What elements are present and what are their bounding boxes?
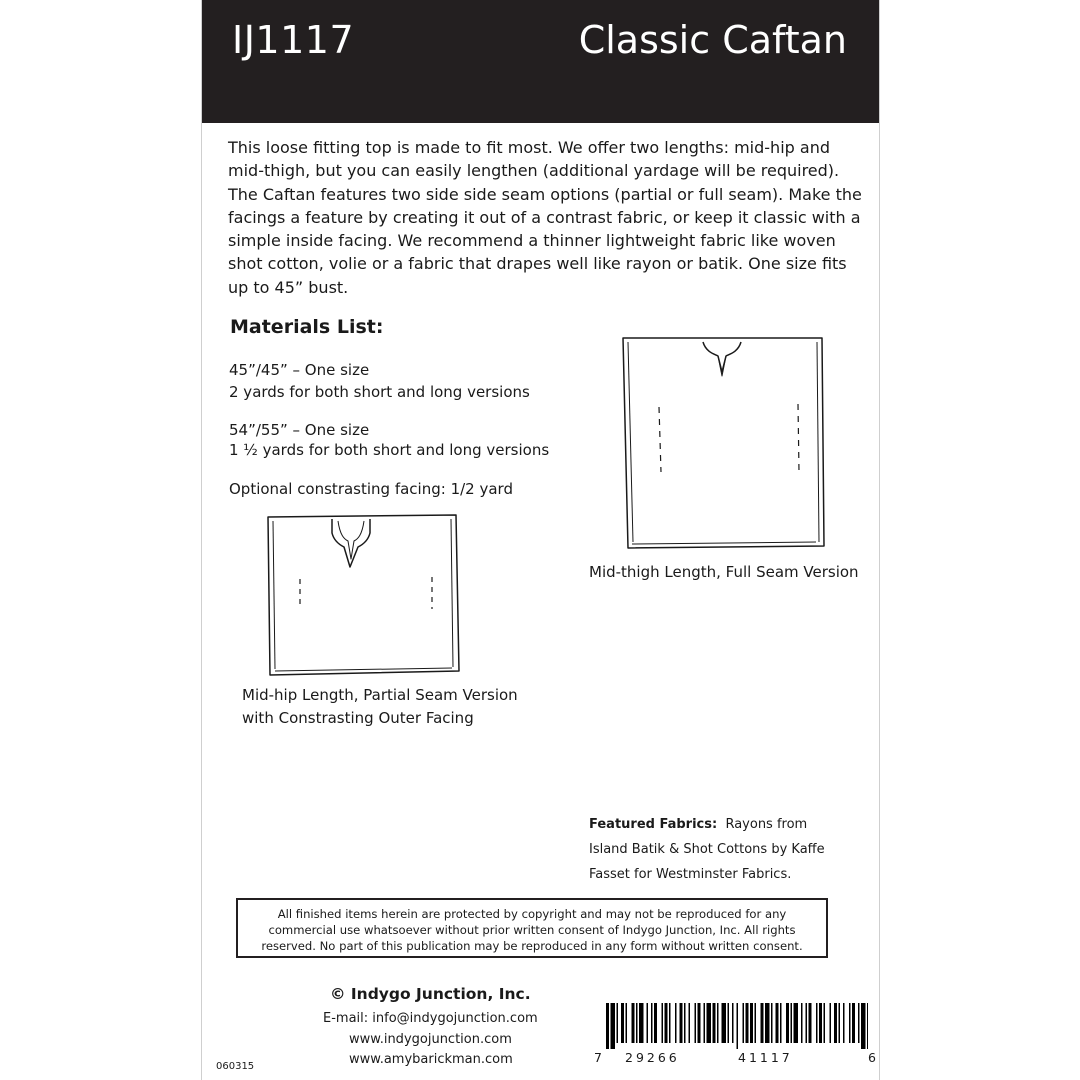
barcode-bar <box>651 1003 653 1043</box>
barcode-bar <box>647 1003 649 1043</box>
caftan-full-seam-illustration <box>618 332 828 552</box>
full-seam-caption: Mid-thigh Length, Full Seam Version <box>589 563 859 581</box>
barcode-bar <box>786 1003 789 1043</box>
pattern-back-cover <box>201 0 880 1080</box>
copyright-notice: All finished items herein are protected by copyright and may not be reproduced for any commercial use whatsoever without prior written consent of Indygo Junction, Inc. All rights reserved. No part of this publication may be reproduced in any form without written consent. <box>236 898 828 958</box>
barcode-bar <box>750 1003 753 1043</box>
header-bar <box>202 0 879 123</box>
barcode-bar <box>695 1003 697 1043</box>
barcode-bar <box>765 1003 770 1043</box>
barcode-bar <box>606 1003 609 1049</box>
barcode-bar <box>611 1003 616 1049</box>
barcode-bar <box>843 1003 845 1043</box>
featured-fabrics-line3: Fasset for Westminster Fabrics. <box>589 867 792 882</box>
barcode-bar <box>867 1003 868 1049</box>
barcode-bar <box>722 1003 727 1043</box>
barcode-bar <box>839 1003 841 1043</box>
materials-line: Optional constrasting facing: 1/2 yard <box>229 480 513 498</box>
barcode-bar <box>654 1003 657 1043</box>
barcode-bar <box>665 1003 668 1043</box>
materials-line: 54”/55” – One size <box>229 421 370 439</box>
barcode-bar <box>791 1003 793 1043</box>
materials-heading: Materials List: <box>230 316 384 338</box>
featured-fabrics <box>589 812 849 887</box>
barcode-bar <box>771 1003 773 1043</box>
barcode-bar <box>632 1003 635 1043</box>
barcode-bar <box>636 1003 638 1043</box>
barcode-bar <box>704 1003 706 1043</box>
pattern-title: Classic Caftan <box>578 18 847 62</box>
barcode-bar <box>824 1003 826 1043</box>
barcode <box>606 1003 868 1049</box>
barcode-digit-left: 7 <box>594 1050 602 1065</box>
barcode-bar <box>639 1003 644 1043</box>
barcode-bar <box>698 1003 701 1043</box>
barcode-bar <box>806 1003 808 1043</box>
featured-fabrics-label: Featured Fabrics: <box>589 817 718 832</box>
barcode-digits-group2: 41117 <box>738 1050 793 1065</box>
barcode-bar <box>834 1003 837 1043</box>
barcode-bar <box>617 1003 619 1043</box>
barcode-bar <box>680 1003 683 1043</box>
barcode-bar <box>861 1003 866 1049</box>
barcode-bar <box>819 1003 822 1043</box>
publisher-website-2: www.amybarickman.com <box>349 1052 513 1067</box>
barcode-bar <box>737 1003 739 1049</box>
materials-line: 2 yards for both short and long versions <box>229 383 530 401</box>
barcode-bar <box>852 1003 855 1043</box>
barcode-digit-right: 6 <box>868 1050 876 1065</box>
barcode-bar <box>621 1003 624 1043</box>
materials-line: 45”/45” – One size <box>229 361 370 379</box>
publisher-website: www.indygojunction.com <box>349 1032 512 1047</box>
partial-seam-caption-line2: with Constrasting Outer Facing <box>242 709 474 727</box>
barcode-bar <box>761 1003 764 1043</box>
print-code: 060315 <box>216 1061 255 1072</box>
barcode-bar <box>830 1003 832 1043</box>
materials-line: 1 ½ yards for both short and long versions <box>229 441 550 459</box>
featured-fabrics-line1: Rayons from <box>725 817 808 832</box>
barcode-bar <box>849 1003 851 1043</box>
barcode-bar <box>776 1003 779 1043</box>
barcode-bar <box>732 1003 734 1043</box>
barcode-bar <box>746 1003 749 1043</box>
barcode-bar <box>755 1003 757 1043</box>
partial-seam-caption: Mid-hip Length, Partial Seam Version <box>242 686 518 704</box>
barcode-bar <box>707 1003 712 1043</box>
pattern-description: This loose fitting top is made to fit most. We offer two lengths: mid-hip and mid-thigh, but you can easily lengthen (additional yardage will be required). The Caftan features two side side seam options (partial or full seam). Make the facings a feature by creating it out of a contrast fabric, or keep it classic with a simple inside facing. We recommend a thinner lightweight fabric like woven shot cotton, volie or a fabric that drapes well like rayon or batik. One size fits up to 45” bust. <box>228 138 862 297</box>
barcode-bar <box>816 1003 818 1043</box>
publisher-name: © Indygo Junction, Inc. <box>330 985 531 1003</box>
barcode-bar <box>728 1003 730 1043</box>
barcode-bar <box>675 1003 677 1043</box>
featured-fabrics-line2: Island Batik & Shot Cottons by Kaffe <box>589 842 825 857</box>
barcode-bar <box>743 1003 745 1043</box>
barcode-bar <box>809 1003 812 1043</box>
barcode-bar <box>717 1003 719 1043</box>
pattern-code: IJ1117 <box>232 18 355 62</box>
barcode-bar <box>858 1003 860 1043</box>
barcode-bar <box>780 1003 782 1043</box>
barcode-bar <box>684 1003 686 1043</box>
barcode-bar <box>662 1003 664 1043</box>
barcode-bar <box>801 1003 803 1043</box>
barcode-bar <box>669 1003 671 1043</box>
barcode-bar <box>713 1003 716 1043</box>
publisher-email: E-mail: info@indygojunction.com <box>323 1011 538 1026</box>
caftan-partial-seam-illustration <box>262 509 462 681</box>
barcode-bar <box>794 1003 799 1043</box>
barcode-bar <box>689 1003 691 1043</box>
barcode-bar <box>626 1003 628 1043</box>
barcode-digits-group1: 29266 <box>625 1050 680 1065</box>
